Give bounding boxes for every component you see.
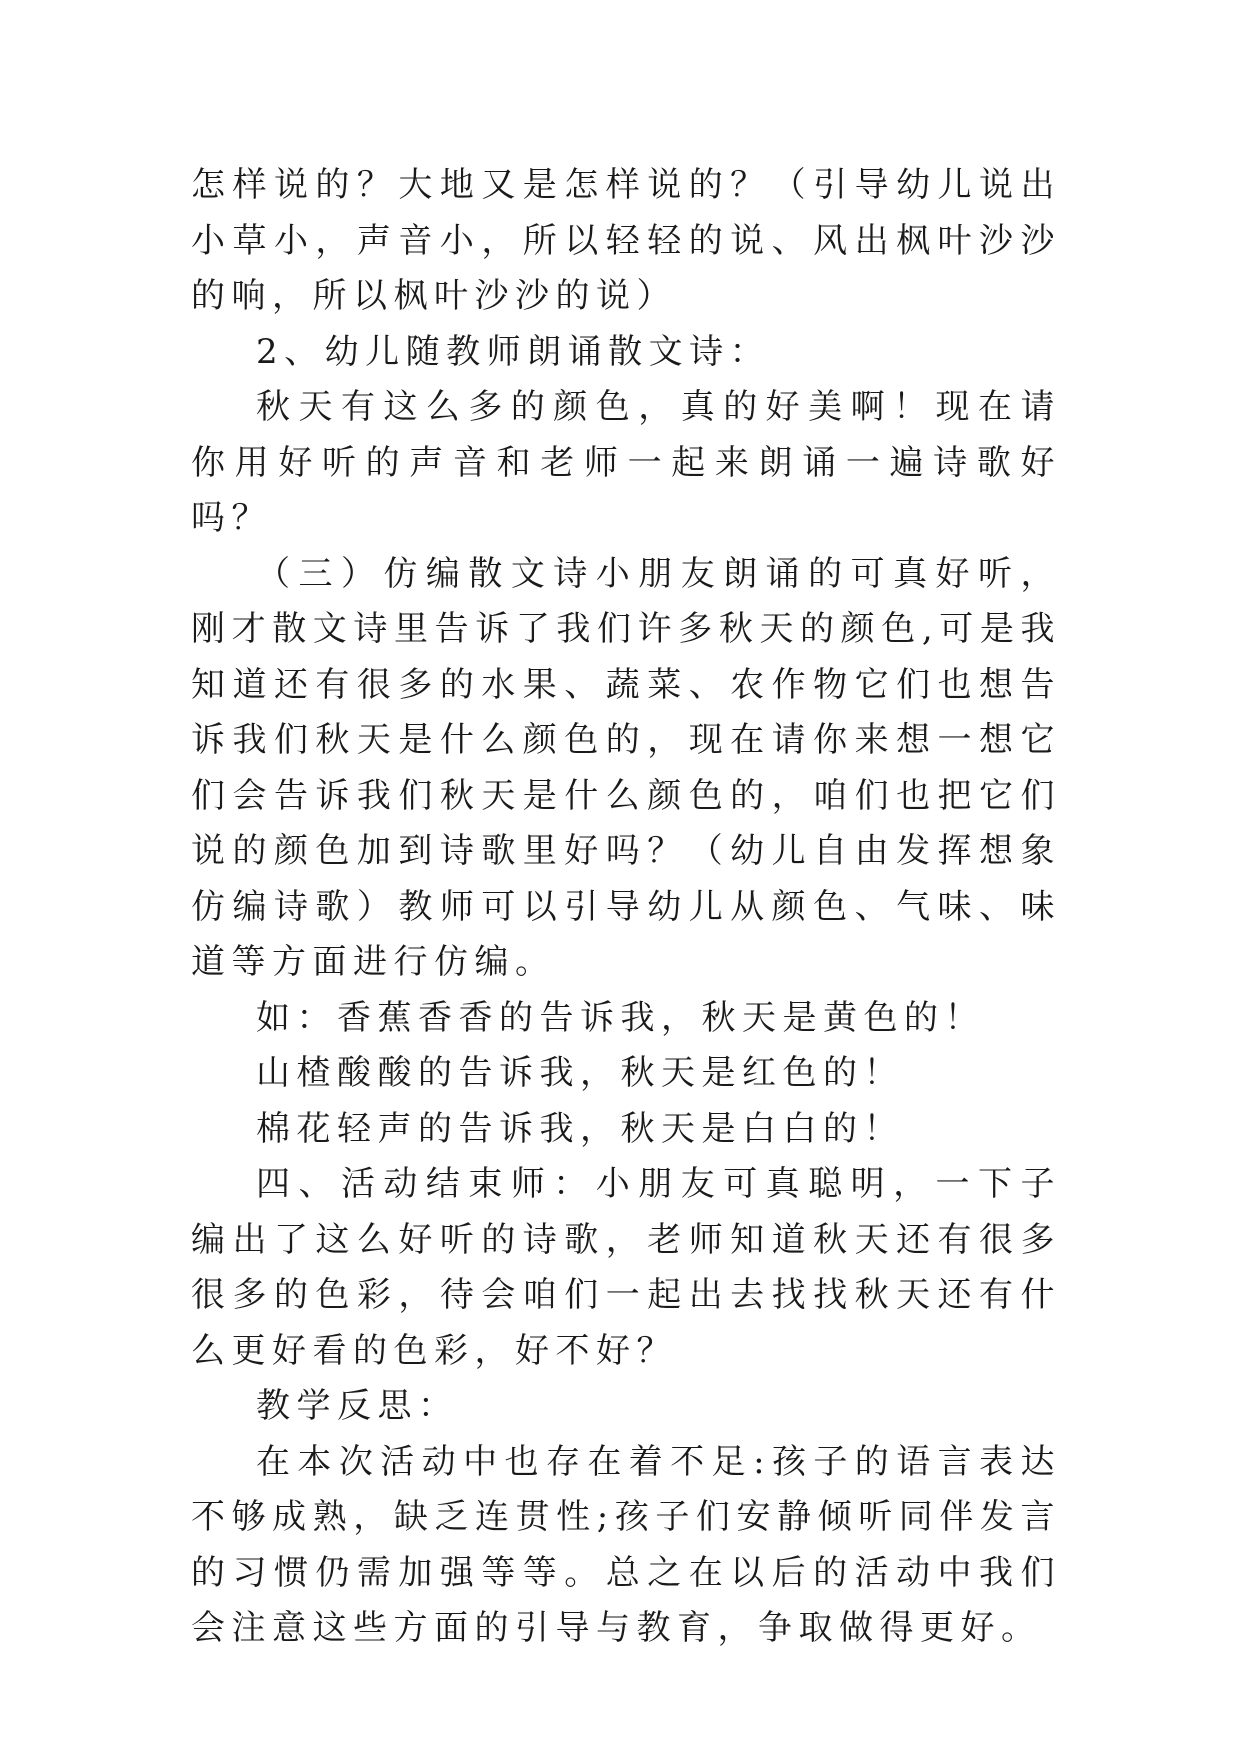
paragraph-reflection-heading: 教学反思： [256, 1386, 459, 1426]
document-body [191, 158, 1061, 1657]
paragraph-example-banana: 如：香蕉香香的告诉我，秋天是黄色的！ [256, 997, 985, 1038]
paragraph-example-hawthorn: 山楂酸酸的告诉我，秋天是红色的！ [256, 1053, 904, 1093]
paragraph-example-cotton: 棉花轻声的告诉我，秋天是白白的！ [256, 1108, 904, 1149]
paragraph-recite-prompt: 秋天有这么多的颜色，真的好美啊！现在请你用好听的声音和老师一起来朗诵一遍诗歌好吗？ [191, 387, 1061, 538]
paragraph-step-2-heading: 2、幼儿随教师朗诵散文诗： [256, 331, 771, 372]
paragraph-question-continuation: 怎样说的？大地又是怎样说的？（引导幼儿说出小草小，声音小，所以轻轻的说、风出枫叶沙沙的响，所以枫叶沙沙的说） [191, 165, 1061, 316]
paragraph-section-4-conclusion: 四、活动结束师：小朋友可真聪明，一下子编出了这么好听的诗歌，老师知道秋天还有很多很多的色彩，待会咱们一起出去找找秋天还有什么更好看的色彩，好不好？ [191, 1164, 1061, 1371]
paragraph-reflection-body: 在本次活动中也存在着不足:孩子的语言表达不够成熟，缺乏连贯性;孩子们安静倾听同伴发言的习惯仍需加强等等。总之在以后的活动中我们会注意这些方面的引导与教育，争取做得更好。 [191, 1441, 1061, 1648]
paragraph-section-3-imitation: （三）仿编散文诗小朋友朗诵的可真好听，刚才散文诗里告诉了我们许多秋天的颜色,可是我知道还有很多的水果、蔬菜、农作物它们也想告诉我们秋天是什么颜色的，现在请你来想一想它们会告诉我们秋天是什么颜色的，咱们也把它们说的颜色加到诗歌里好吗？（幼儿自由发挥想象仿编诗歌）教师可以引导幼儿从颜色、气味、味道等方面进行仿编。 [191, 553, 1061, 982]
